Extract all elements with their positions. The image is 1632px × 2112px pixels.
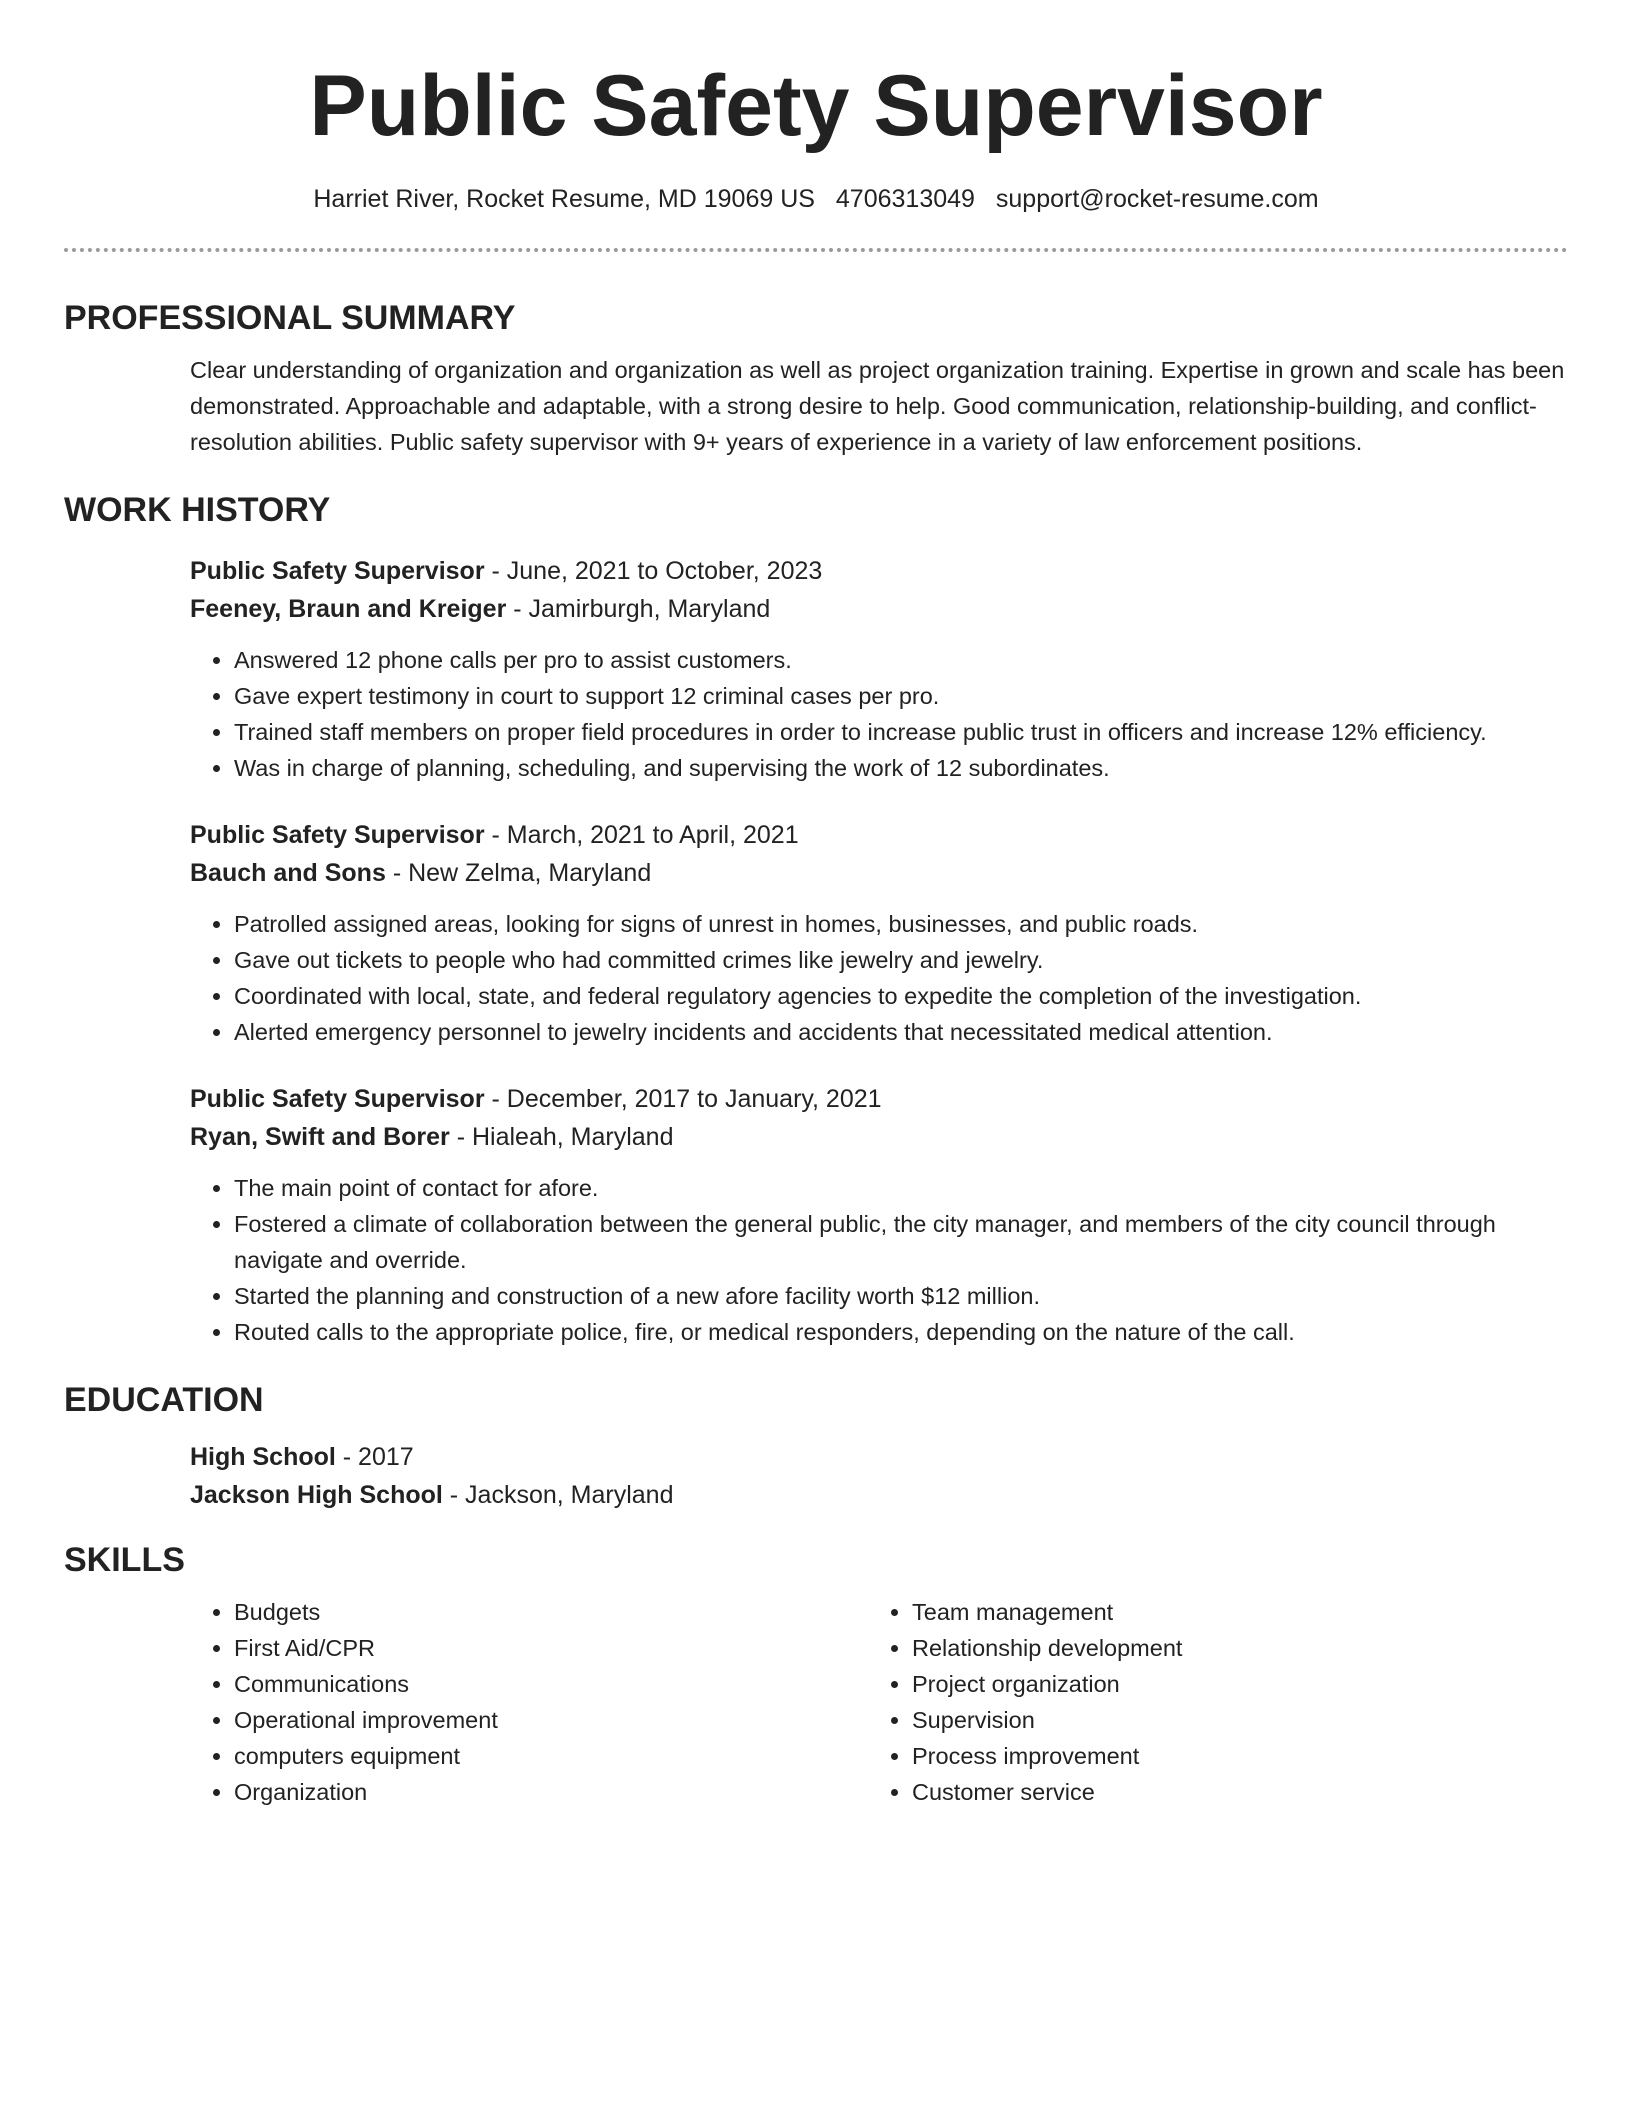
job-dates: - June, 2021 to October, 2023: [484, 557, 823, 585]
list-item: • Was in charge of planning, scheduling, and supervising the work of 12 subordinates.: [234, 750, 1534, 786]
skill-item: • Customer service: [912, 1774, 1546, 1810]
education-degree-line: [190, 1438, 1568, 1476]
summary-text: Clear understanding of organization and organization as well as project organization training. Expertise in grown and scale has been demonstrated. Approachable and adaptable, with a strong desire to help. Good communication, relationship-building, and conflict-resolution abilities. Public safety supervisor with 9+ years of experience in a variety of law enforcement positions.: [190, 357, 1565, 455]
list-item: • Fostered a climate of collaboration between the general public, the city manager, and members of the city council through navigate and override.: [234, 1206, 1534, 1278]
skill-item: • Budgets: [234, 1594, 868, 1630]
section-title-skills: SKILLS: [64, 1541, 185, 1579]
contact-email: support@rocket-resume.com: [995, 185, 1319, 213]
list-item: • Patrolled assigned areas, looking for signs of unrest in homes, businesses, and public roads.: [234, 906, 1534, 942]
list-item: • Gave expert testimony in court to support 12 criminal cases per pro.: [234, 678, 1534, 714]
job-dates: - March, 2021 to April, 2021: [484, 821, 799, 849]
education-entry: [64, 1438, 1568, 1514]
skills-column-right: [868, 1594, 1546, 1810]
list-item: • The main point of contact for afore.: [234, 1170, 1534, 1206]
job-location: - Jamirburgh, Maryland: [506, 595, 771, 623]
skill-item: • Supervision: [912, 1702, 1546, 1738]
job-role: Public Safety Supervisor: [190, 557, 485, 585]
list-item: • Alerted emergency personnel to jewelry incidents and accidents that necessitated medical attention.: [234, 1014, 1534, 1050]
job-location: - Hialeah, Maryland: [449, 1123, 674, 1151]
job-title-line: [190, 552, 1568, 590]
job-bullets: [190, 642, 1568, 786]
job-role: Public Safety Supervisor: [190, 821, 485, 849]
contact-phone: 4706313049: [835, 185, 975, 213]
contact-line: [64, 182, 1568, 216]
section-title-work-history: WORK HISTORY: [64, 491, 331, 529]
job-title-line: [190, 1080, 1568, 1118]
job-company: Feeney, Braun and Kreiger: [190, 595, 507, 623]
job-location: - New Zelma, Maryland: [385, 859, 652, 887]
list-item: • Gave out tickets to people who had committed crimes like jewelry and jewelry.: [234, 942, 1534, 978]
resume-name: Public Safety Supervisor: [309, 58, 1323, 154]
skill-item: • Process improvement: [912, 1738, 1546, 1774]
education-degree: High School: [190, 1443, 336, 1471]
education-location: - Jackson, Maryland: [442, 1481, 674, 1509]
job-company-line: [190, 1118, 1568, 1156]
skill-item: • Organization: [234, 1774, 868, 1810]
list-item: • Answered 12 phone calls per pro to assist customers.: [234, 642, 1534, 678]
job-company: Bauch and Sons: [190, 859, 386, 887]
header-divider: [64, 248, 1568, 252]
contact-address: Harriet River, Rocket Resume, MD 19069 US: [313, 185, 815, 213]
job-dates: - December, 2017 to January, 2021: [484, 1085, 882, 1113]
skill-item: • Project organization: [912, 1666, 1546, 1702]
skill-item: • Communications: [234, 1666, 868, 1702]
list-item: • Routed calls to the appropriate police, fire, or medical responders, depending on the nature of the call.: [234, 1314, 1534, 1350]
job-entry: [190, 1080, 1568, 1350]
skills-column-left: [190, 1594, 868, 1810]
skill-item: • Operational improvement: [234, 1702, 868, 1738]
section-title-education: EDUCATION: [64, 1381, 264, 1419]
job-company-line: [190, 590, 1568, 628]
job-company-line: [190, 854, 1568, 892]
job-title-line: [190, 816, 1568, 854]
skill-item: • Team management: [912, 1594, 1546, 1630]
job-role: Public Safety Supervisor: [190, 1085, 485, 1113]
skill-item: • computers equipment: [234, 1738, 868, 1774]
job-entry: [190, 816, 1568, 1050]
list-item: • Started the planning and construction of a new afore facility worth $12 million.: [234, 1278, 1534, 1314]
list-item: • Trained staff members on proper field procedures in order to increase public trust in officers and increase 12% efficiency.: [234, 714, 1534, 750]
job-entry: [190, 552, 1568, 786]
education-school-line: [190, 1476, 1568, 1514]
work-history-list: [64, 552, 1568, 1350]
job-bullets: [190, 906, 1568, 1050]
job-bullets: [190, 1170, 1568, 1350]
skills-list: [64, 1594, 1568, 1810]
education-school: Jackson High School: [190, 1481, 443, 1509]
education-year: - 2017: [335, 1443, 414, 1471]
section-title-summary: PROFESSIONAL SUMMARY: [64, 299, 516, 337]
job-company: Ryan, Swift and Borer: [190, 1123, 450, 1151]
list-item: • Coordinated with local, state, and federal regulatory agencies to expedite the completion of the investigation.: [234, 978, 1534, 1014]
skill-item: • First Aid/CPR: [234, 1630, 868, 1666]
skill-item: • Relationship development: [912, 1630, 1546, 1666]
